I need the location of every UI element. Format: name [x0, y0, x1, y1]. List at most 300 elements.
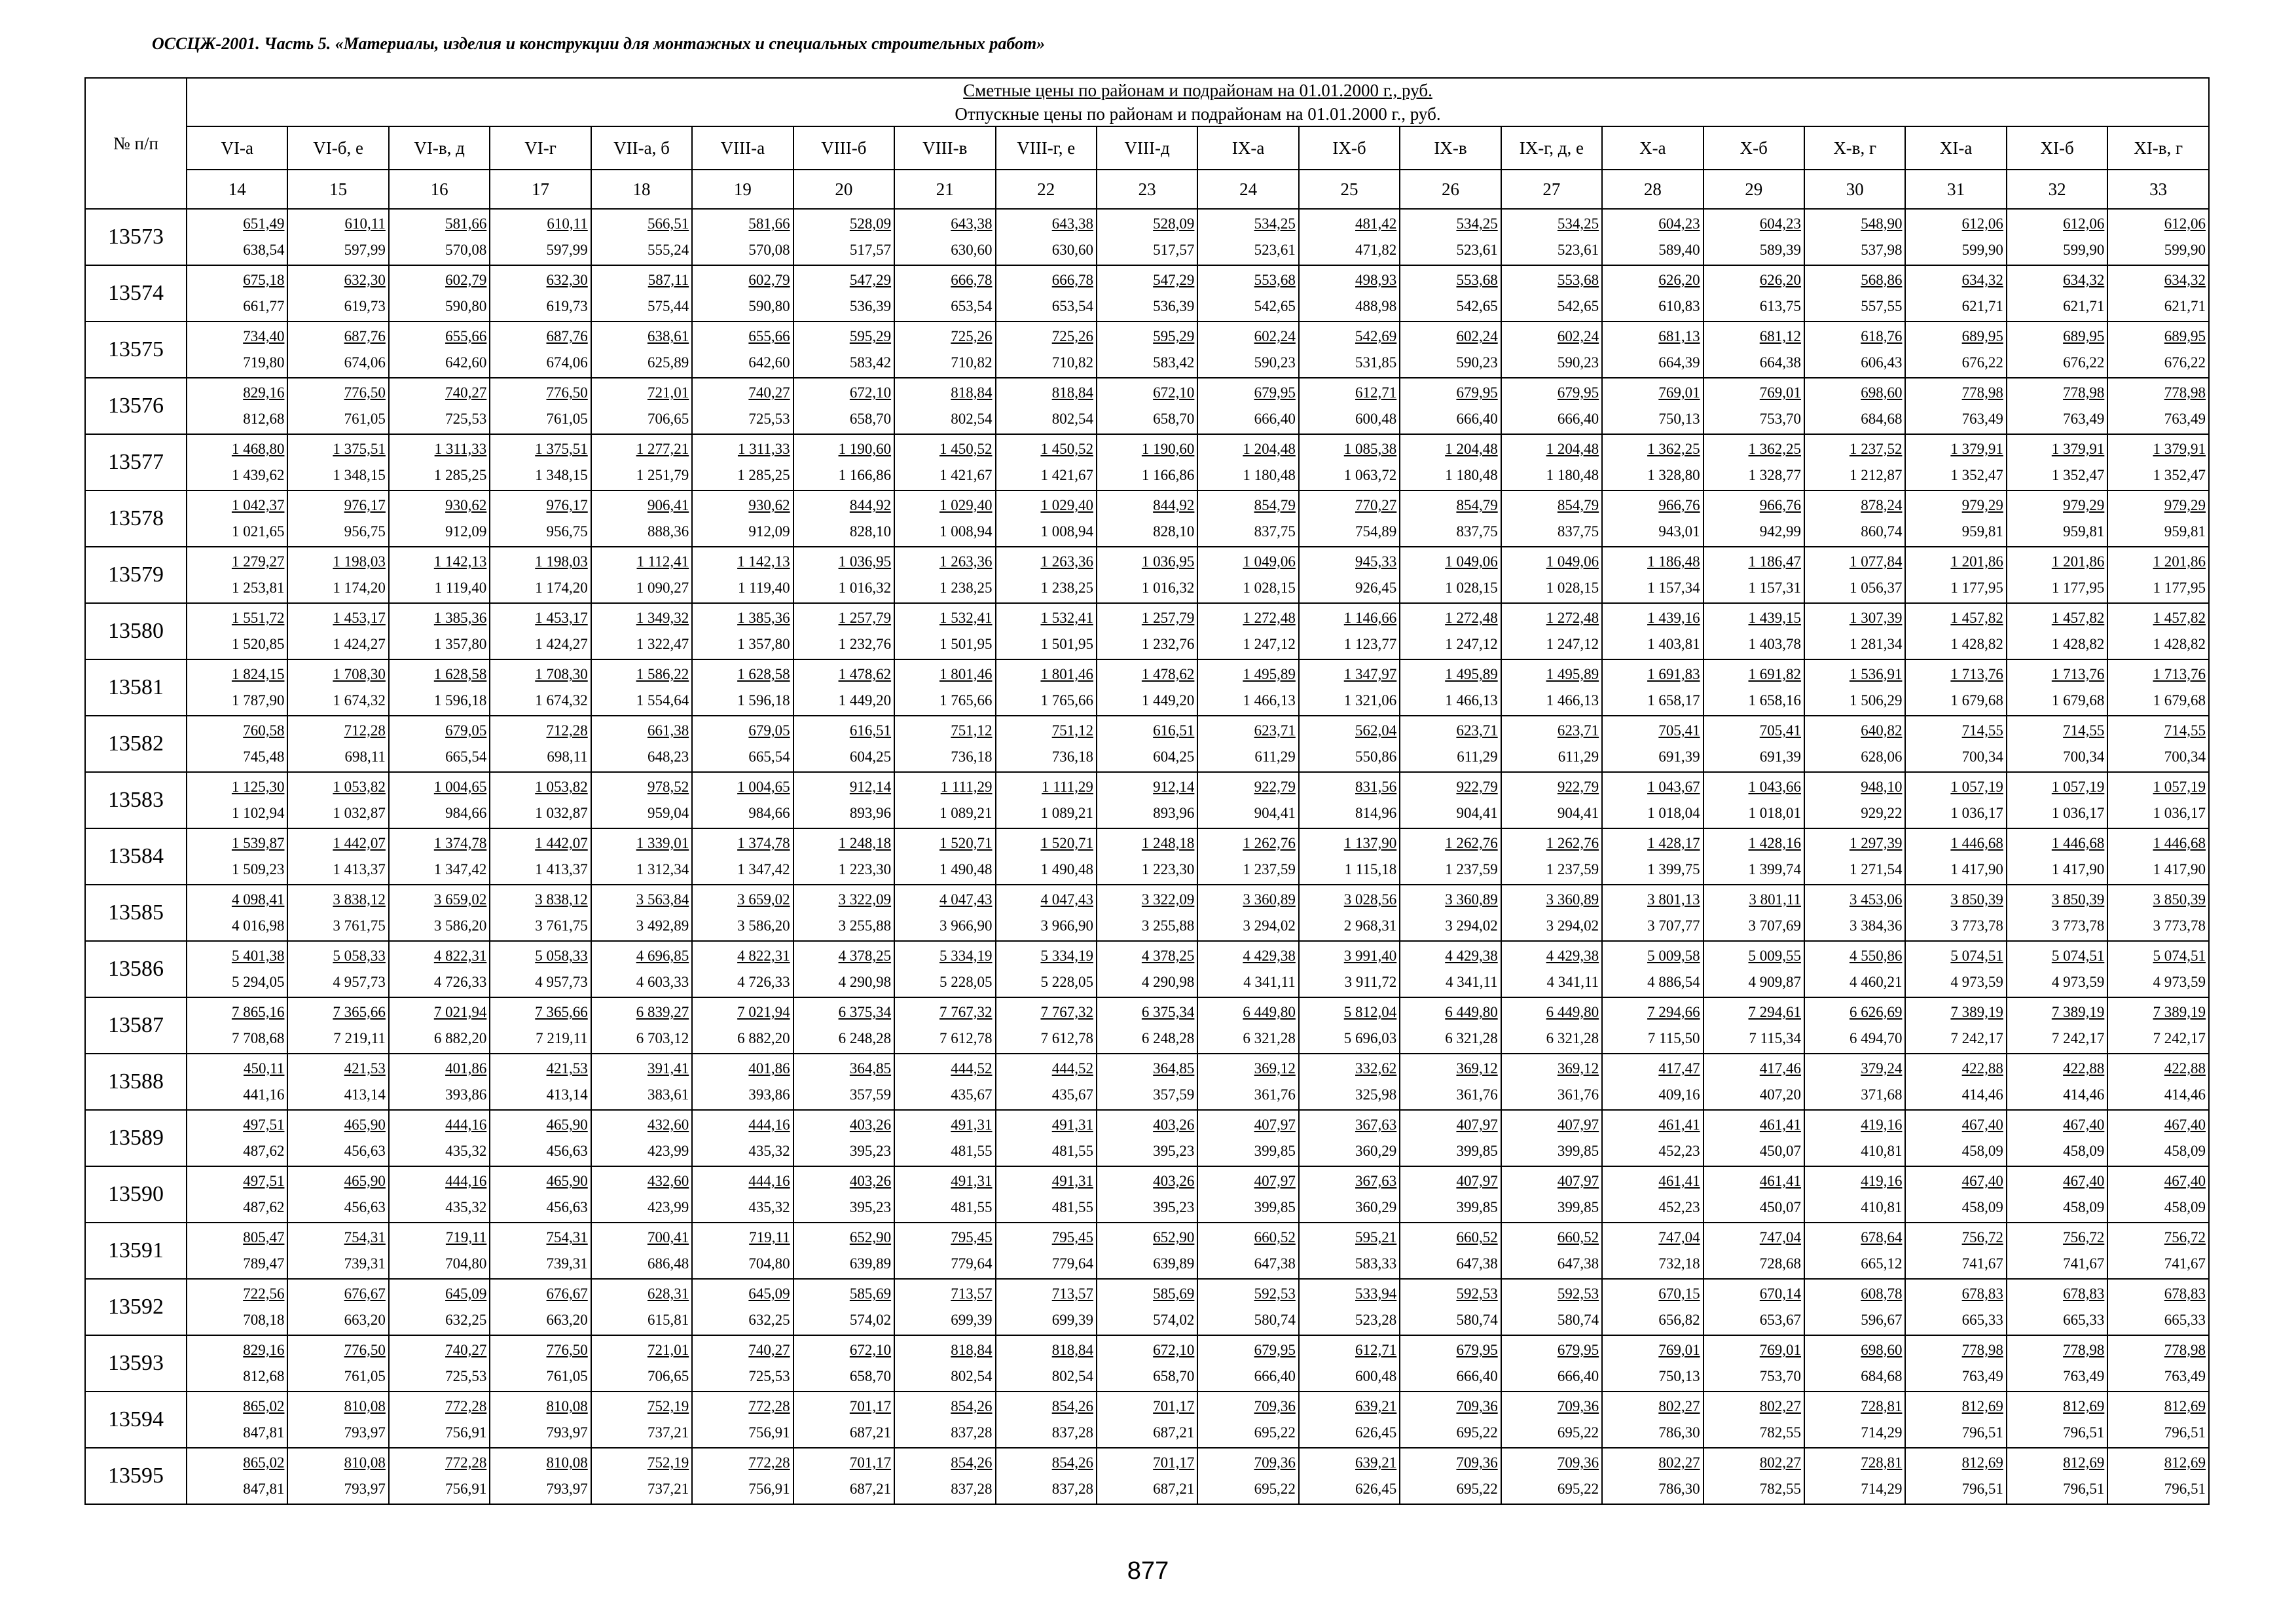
price-cell	[1400, 997, 1501, 1054]
wholesale-price: 786,30	[1658, 1424, 1700, 1441]
wholesale-price: 1 251,79	[636, 467, 689, 483]
estimate-price: 705,41	[1658, 722, 1700, 739]
wholesale-price: 458,09	[2063, 1143, 2105, 1159]
price-cell	[1400, 265, 1501, 322]
wholesale-price: 628,06	[1861, 748, 1903, 765]
estimate-price: 367,63	[1355, 1173, 1397, 1189]
wholesale-price: 1 232,76	[838, 636, 892, 652]
wholesale-price: 3 773,78	[2051, 917, 2105, 934]
price-table	[84, 77, 2210, 1505]
estimate-price: 756,72	[2164, 1229, 2206, 1246]
price-cell	[1400, 434, 1501, 490]
estimate-price: 467,40	[2164, 1173, 2206, 1189]
estimate-price: 930,62	[445, 497, 487, 513]
price-cell	[389, 716, 490, 772]
wholesale-price: 4 341,11	[1546, 974, 1599, 990]
estimate-price: 714,55	[2063, 722, 2105, 739]
price-cell	[287, 772, 388, 828]
wholesale-price: 1 321,06	[1343, 692, 1397, 709]
estimate-price: 698,60	[1861, 384, 1903, 401]
price-cell	[591, 885, 692, 941]
price-cell	[389, 1110, 490, 1166]
wholesale-price: 471,82	[1355, 242, 1397, 258]
price-cell	[490, 659, 591, 716]
wholesale-price: 1 089,21	[1040, 805, 1093, 821]
wholesale-price: 7 219,11	[536, 1030, 588, 1046]
estimate-price: 1 628,58	[433, 666, 487, 682]
estimate-price: 643,38	[1051, 215, 1093, 232]
price-cell	[1097, 1279, 1197, 1335]
price-cell	[389, 209, 490, 265]
wholesale-price: 750,13	[1658, 1368, 1700, 1384]
estimate-price: 1 057,19	[2051, 779, 2105, 795]
estimate-price: 461,41	[1658, 1173, 1700, 1189]
wholesale-price: 1 417,90	[2051, 861, 2105, 877]
estimate-price: 722,56	[243, 1285, 285, 1302]
row-number: 13591	[85, 1223, 187, 1279]
estimate-price: 587,11	[647, 272, 689, 288]
wholesale-price: 666,40	[1456, 411, 1498, 427]
estimate-price: 1 257,79	[1141, 610, 1195, 626]
price-cell	[1704, 828, 1804, 885]
estimate-price: 1 257,79	[838, 610, 892, 626]
estimate-price: 1 279,27	[231, 553, 285, 570]
wholesale-price: 632,25	[748, 1312, 790, 1328]
price-cell	[1602, 1392, 1703, 1448]
price-cell	[287, 1279, 388, 1335]
estimate-price: 585,69	[1153, 1285, 1195, 1302]
price-cell	[1299, 885, 1400, 941]
price-cell	[1299, 1054, 1400, 1110]
estimate-price: 604,23	[1759, 215, 1801, 232]
wholesale-price: 395,23	[1153, 1199, 1195, 1215]
price-cell	[187, 1110, 287, 1166]
caption-wholesale-prices: Отпускные цены по районам и подрайонам на 01.01.2000 г., руб.	[955, 104, 1441, 124]
wholesale-price: 590,23	[1456, 354, 1498, 371]
price-cell	[894, 1335, 995, 1392]
price-cell	[1804, 1054, 1905, 1110]
estimate-price: 689,95	[2164, 328, 2206, 344]
estimate-price: 5 074,51	[2153, 948, 2206, 964]
wholesale-price: 1 016,32	[838, 580, 892, 596]
price-cell	[591, 1054, 692, 1110]
price-cell	[187, 322, 287, 378]
price-cell	[1704, 1223, 1804, 1279]
price-cell	[2007, 885, 2107, 941]
price-cell	[490, 378, 591, 434]
wholesale-price: 796,51	[1961, 1481, 2003, 1497]
wholesale-price: 754,89	[1355, 523, 1397, 540]
row-number: 13582	[85, 716, 187, 772]
wholesale-price: 1 328,80	[1647, 467, 1700, 483]
price-cell	[894, 1054, 995, 1110]
wholesale-price: 642,60	[445, 354, 487, 371]
wholesale-price: 583,42	[1153, 354, 1195, 371]
wholesale-price: 708,18	[243, 1312, 285, 1328]
wholesale-price: 523,61	[1557, 242, 1599, 258]
price-cell	[2107, 716, 2209, 772]
price-cell	[793, 322, 894, 378]
price-cell	[793, 1335, 894, 1392]
price-cell	[2107, 547, 2209, 603]
wholesale-price: 3 492,89	[636, 917, 689, 934]
wholesale-price: 371,68	[1861, 1086, 1903, 1103]
estimate-price: 403,26	[849, 1173, 892, 1189]
wholesale-price: 639,89	[849, 1255, 892, 1272]
price-cell	[1197, 659, 1298, 716]
wholesale-price: 796,51	[1961, 1424, 2003, 1441]
table-row	[85, 828, 2209, 885]
wholesale-price: 3 255,88	[838, 917, 892, 934]
estimate-price: 778,98	[1961, 384, 2003, 401]
price-cell	[1299, 209, 1400, 265]
price-cell	[894, 1279, 995, 1335]
estimate-price: 1 379,91	[1950, 441, 2003, 457]
estimate-price: 467,40	[1961, 1173, 2003, 1189]
price-cell	[1097, 659, 1197, 716]
estimate-price: 5 058,33	[333, 948, 386, 964]
region-code-header: XI-б	[2007, 126, 2107, 170]
price-cell	[389, 828, 490, 885]
estimate-price: 670,14	[1759, 1285, 1801, 1302]
wholesale-price: 583,33	[1355, 1255, 1397, 1272]
estimate-price: 818,84	[1051, 384, 1093, 401]
wholesale-price: 761,05	[546, 1368, 588, 1384]
estimate-price: 610,11	[547, 215, 588, 232]
price-cell	[1501, 828, 1602, 885]
estimate-price: 966,76	[1658, 497, 1700, 513]
price-cell	[2007, 322, 2107, 378]
wholesale-price: 599,90	[2164, 242, 2206, 258]
wholesale-price: 1 102,94	[231, 805, 285, 821]
price-cell	[1704, 1110, 1804, 1166]
column-number-header: 15	[287, 170, 388, 209]
wholesale-price: 621,71	[1961, 298, 2003, 314]
wholesale-price: 828,10	[1153, 523, 1195, 540]
estimate-price: 709,36	[1557, 1454, 1599, 1471]
price-cell	[187, 1448, 287, 1504]
wholesale-price: 517,57	[1153, 242, 1195, 258]
estimate-price: 602,24	[1456, 328, 1498, 344]
estimate-price: 364,85	[1153, 1060, 1195, 1077]
estimate-price: 854,79	[1456, 497, 1498, 513]
price-cell	[996, 1279, 1097, 1335]
estimate-price: 687,76	[344, 328, 386, 344]
wholesale-price: 782,55	[1759, 1424, 1801, 1441]
wholesale-price: 904,41	[1254, 805, 1296, 821]
table-row	[85, 1166, 2209, 1223]
estimate-price: 705,41	[1759, 722, 1801, 739]
price-cell	[1197, 885, 1298, 941]
price-cell	[591, 997, 692, 1054]
estimate-price: 4 822,31	[737, 948, 790, 964]
estimate-price: 602,24	[1254, 328, 1296, 344]
estimate-price: 3 659,02	[433, 891, 487, 908]
estimate-price: 772,28	[445, 1398, 487, 1414]
price-cell	[490, 828, 591, 885]
price-cell	[2107, 1392, 2209, 1448]
estimate-price: 562,04	[1355, 722, 1397, 739]
wholesale-price: 1 466,13	[1546, 692, 1599, 709]
wholesale-price: 580,74	[1456, 1312, 1498, 1328]
wholesale-price: 984,66	[445, 805, 487, 821]
price-cell	[1197, 434, 1298, 490]
estimate-price: 655,66	[748, 328, 790, 344]
price-cell	[287, 1166, 388, 1223]
estimate-price: 7 389,19	[2051, 1004, 2105, 1020]
wholesale-price: 929,22	[1861, 805, 1903, 821]
price-cell	[692, 547, 793, 603]
price-cell	[591, 378, 692, 434]
price-cell	[2007, 1392, 2107, 1448]
price-cell	[591, 434, 692, 490]
wholesale-price: 789,47	[243, 1255, 285, 1272]
price-cell	[1905, 322, 2006, 378]
price-cell	[1905, 1166, 2006, 1223]
estimate-price: 812,69	[2164, 1398, 2206, 1414]
estimate-price: 467,40	[2063, 1173, 2105, 1189]
wholesale-price: 959,81	[1961, 523, 2003, 540]
wholesale-price: 1 679,68	[2051, 692, 2105, 709]
row-number: 13595	[85, 1448, 187, 1504]
wholesale-price: 590,80	[748, 298, 790, 314]
wholesale-price: 1 674,32	[535, 692, 588, 709]
wholesale-price: 706,65	[647, 411, 689, 427]
estimate-price: 1 691,82	[1748, 666, 1801, 682]
wholesale-price: 413,14	[546, 1086, 588, 1103]
wholesale-price: 1 032,87	[535, 805, 588, 821]
estimate-price: 4 047,43	[939, 891, 993, 908]
price-cell	[894, 547, 995, 603]
wholesale-price: 837,75	[1254, 523, 1296, 540]
estimate-price: 979,29	[2063, 497, 2105, 513]
estimate-price: 1 379,91	[2153, 441, 2206, 457]
estimate-price: 4 098,41	[231, 891, 285, 908]
price-cell	[187, 1166, 287, 1223]
estimate-price: 769,01	[1759, 384, 1801, 401]
price-cell	[1602, 659, 1703, 716]
column-number-header: 32	[2007, 170, 2107, 209]
estimate-price: 1 446,68	[2153, 835, 2206, 851]
wholesale-price: 450,07	[1759, 1143, 1801, 1159]
wholesale-price: 837,75	[1557, 523, 1599, 540]
wholesale-price: 435,32	[748, 1199, 790, 1215]
wholesale-price: 621,71	[2164, 298, 2206, 314]
price-cell	[1197, 1223, 1298, 1279]
wholesale-price: 536,39	[1153, 298, 1195, 314]
wholesale-price: 7 708,68	[231, 1030, 285, 1046]
price-cell	[2007, 603, 2107, 659]
wholesale-price: 710,82	[1051, 354, 1093, 371]
price-cell	[1197, 1335, 1298, 1392]
estimate-price: 1 029,40	[1040, 497, 1093, 513]
price-cell	[187, 603, 287, 659]
price-cell	[1704, 322, 1804, 378]
estimate-price: 367,63	[1355, 1116, 1397, 1133]
estimate-price: 1 713,76	[1950, 666, 2003, 682]
row-number: 13590	[85, 1166, 187, 1223]
price-cell	[2107, 265, 2209, 322]
estimate-price: 778,98	[2164, 1342, 2206, 1358]
price-cell	[1400, 547, 1501, 603]
estimate-price: 844,92	[1153, 497, 1195, 513]
price-cell	[1501, 1335, 1602, 1392]
price-cell	[1299, 265, 1400, 322]
estimate-price: 672,10	[849, 1342, 892, 1358]
price-cell	[389, 265, 490, 322]
wholesale-price: 812,68	[243, 411, 285, 427]
wholesale-price: 1 490,48	[1040, 861, 1093, 877]
price-cell	[996, 659, 1097, 716]
wholesale-price: 3 966,90	[939, 917, 993, 934]
row-number: 13578	[85, 490, 187, 547]
estimate-price: 1 036,95	[1141, 553, 1195, 570]
estimate-price: 1 277,21	[636, 441, 689, 457]
table-row	[85, 1448, 2209, 1504]
estimate-price: 752,19	[647, 1398, 689, 1414]
wholesale-price: 458,09	[2164, 1199, 2206, 1215]
wholesale-price: 665,33	[2063, 1312, 2105, 1328]
price-cell	[1501, 1392, 1602, 1448]
estimate-price: 1 349,32	[636, 610, 689, 626]
estimate-price: 802,27	[1658, 1398, 1700, 1414]
price-cell	[287, 1110, 388, 1166]
column-number-header: 25	[1299, 170, 1400, 209]
region-code-header: X-в, г	[1804, 126, 1905, 170]
estimate-price: 444,16	[445, 1173, 487, 1189]
wholesale-price: 435,67	[1051, 1086, 1093, 1103]
wholesale-price: 450,07	[1759, 1199, 1801, 1215]
price-cell	[894, 1448, 995, 1504]
wholesale-price: 959,81	[2164, 523, 2206, 540]
price-cell	[591, 603, 692, 659]
wholesale-price: 1 036,17	[2051, 805, 2105, 821]
wholesale-price: 1 347,42	[737, 861, 790, 877]
price-cell	[287, 716, 388, 772]
estimate-price: 713,57	[951, 1285, 993, 1302]
price-cell	[490, 1054, 591, 1110]
wholesale-price: 984,66	[748, 805, 790, 821]
price-cell	[1400, 209, 1501, 265]
price-cell	[1804, 547, 1905, 603]
estimate-price: 709,36	[1456, 1398, 1498, 1414]
estimate-price: 491,31	[951, 1116, 993, 1133]
estimate-price: 1 495,89	[1546, 666, 1599, 682]
region-code-header: IX-в	[1400, 126, 1501, 170]
wholesale-price: 665,33	[2164, 1312, 2206, 1328]
price-cell	[1804, 941, 1905, 997]
wholesale-price: 745,48	[243, 748, 285, 765]
wholesale-price: 763,49	[2063, 411, 2105, 427]
estimate-price: 1 339,01	[636, 835, 689, 851]
wholesale-price: 1 658,16	[1748, 692, 1801, 709]
wholesale-price: 1 449,20	[838, 692, 892, 709]
estimate-price: 1 439,16	[1647, 610, 1700, 626]
wholesale-price: 399,85	[1557, 1143, 1599, 1159]
wholesale-price: 1 658,17	[1647, 692, 1700, 709]
estimate-price: 369,12	[1557, 1060, 1599, 1077]
price-cell	[1400, 378, 1501, 434]
price-cell	[2107, 1054, 2209, 1110]
price-cell	[692, 659, 793, 716]
price-cell	[490, 434, 591, 490]
estimate-price: 467,40	[1961, 1116, 2003, 1133]
wholesale-price: 1 119,40	[434, 580, 487, 596]
wholesale-price: 676,22	[1961, 354, 2003, 371]
estimate-price: 5 334,19	[1040, 948, 1093, 964]
price-cell	[1197, 997, 1298, 1054]
wholesale-price: 383,61	[647, 1086, 689, 1103]
table-row	[85, 1110, 2209, 1166]
estimate-price: 465,90	[344, 1173, 386, 1189]
estimate-price: 1 532,41	[939, 610, 993, 626]
price-cell	[1501, 1448, 1602, 1504]
wholesale-price: 1 281,34	[1849, 636, 1903, 652]
estimate-price: 802,27	[1759, 1398, 1801, 1414]
price-cell	[1804, 716, 1905, 772]
price-cell	[1197, 772, 1298, 828]
price-cell	[1097, 885, 1197, 941]
price-cell	[389, 378, 490, 434]
estimate-price: 810,08	[546, 1454, 588, 1471]
wholesale-price: 674,06	[344, 354, 386, 371]
estimate-price: 6 839,27	[636, 1004, 689, 1020]
estimate-price: 444,16	[748, 1173, 790, 1189]
price-cell	[1299, 378, 1400, 434]
caption-estimate-prices: Сметные цены по районам и подрайонам на 01.01.2000 г., руб.	[963, 81, 1432, 100]
estimate-price: 623,71	[1557, 722, 1599, 739]
estimate-price: 528,09	[849, 215, 892, 232]
wholesale-price: 648,23	[647, 748, 689, 765]
wholesale-price: 615,81	[647, 1312, 689, 1328]
estimate-price: 628,31	[647, 1285, 689, 1302]
estimate-price: 444,52	[1051, 1060, 1093, 1077]
wholesale-price: 4 290,98	[1141, 974, 1195, 990]
estimate-price: 701,17	[849, 1398, 892, 1414]
estimate-price: 721,01	[647, 384, 689, 401]
wholesale-price: 611,29	[1457, 748, 1498, 765]
estimate-price: 1 186,47	[1748, 553, 1801, 570]
estimate-price: 709,36	[1456, 1454, 1498, 1471]
wholesale-price: 763,49	[2164, 411, 2206, 427]
estimate-price: 4 429,38	[1445, 948, 1498, 964]
price-cell	[1905, 828, 2006, 885]
estimate-price: 652,90	[1153, 1229, 1195, 1246]
estimate-price: 1 004,65	[433, 779, 487, 795]
wholesale-price: 704,80	[445, 1255, 487, 1272]
price-cell	[490, 1335, 591, 1392]
estimate-price: 3 991,40	[1343, 948, 1397, 964]
estimate-price: 1 111,29	[940, 779, 993, 795]
estimate-price: 1 375,51	[535, 441, 588, 457]
estimate-price: 602,79	[445, 272, 487, 288]
wholesale-price: 325,98	[1355, 1086, 1397, 1103]
price-cell	[1804, 434, 1905, 490]
estimate-price: 7 365,66	[333, 1004, 386, 1020]
wholesale-price: 589,39	[1759, 242, 1801, 258]
estimate-price: 626,20	[1759, 272, 1801, 288]
price-cell	[894, 1110, 995, 1166]
wholesale-price: 756,91	[748, 1424, 790, 1441]
price-cell	[1299, 716, 1400, 772]
price-cell	[894, 1392, 995, 1448]
price-cell	[1804, 603, 1905, 659]
estimate-price: 612,06	[1961, 215, 2003, 232]
price-cell	[1501, 322, 1602, 378]
estimate-price: 581,66	[445, 215, 487, 232]
row-number: 13574	[85, 265, 187, 322]
row-number: 13579	[85, 547, 187, 603]
